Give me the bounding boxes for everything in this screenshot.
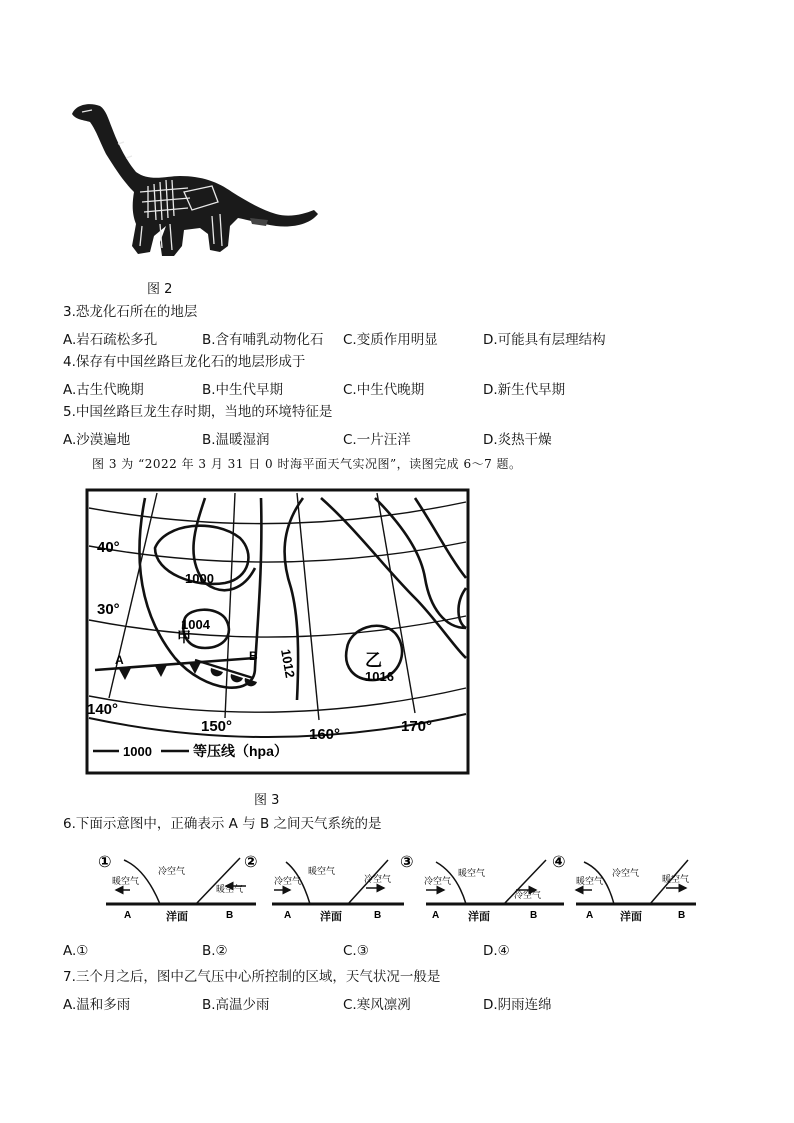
svg-text:A: A [586, 910, 594, 921]
svg-text:洋面: 洋面 [620, 911, 642, 923]
q5-option-d[interactable]: D.炎热干燥 [483, 432, 552, 448]
svg-text:洋面: 洋面 [166, 911, 188, 923]
q3-option-c[interactable]: C.变质作用明显 [343, 332, 438, 348]
front-diagram-2 [244, 854, 404, 923]
weather-map [85, 488, 470, 775]
q6-option-b[interactable]: B.② [202, 943, 228, 959]
point-label-a: A [115, 653, 124, 667]
lon-label-170: 170° [401, 718, 433, 735]
q7-option-d[interactable]: D.阴雨连绵 [483, 997, 552, 1013]
svg-text:暖空气: 暖空气 [662, 874, 690, 884]
q4-option-a[interactable]: A.古生代晚期 [63, 382, 144, 398]
center-label-jia: 甲 [177, 629, 191, 645]
svg-text:B: B [678, 910, 686, 921]
q7-option-a[interactable]: A.温和多雨 [63, 997, 131, 1013]
svg-text:B: B [226, 910, 234, 921]
front-diagram-1 [98, 854, 256, 923]
q5-option-c[interactable]: C.一片汪洋 [343, 432, 411, 448]
svg-text:冷空气: 冷空气 [424, 876, 452, 886]
isobar-label-1016: 1016 [365, 669, 394, 684]
svg-text:暖空气: 暖空气 [216, 884, 244, 894]
q4-stem: 4.保存有中国丝路巨龙化石的地层形成于 [63, 354, 306, 370]
svg-text:洋面: 洋面 [320, 911, 342, 923]
legend-value: 1000 [123, 744, 152, 759]
q6-option-a[interactable]: A.① [63, 943, 89, 959]
svg-text:冷空气: 冷空气 [364, 874, 392, 884]
svg-text:A: A [432, 910, 440, 921]
q3-option-a[interactable]: A.岩石疏松多孔 [63, 332, 158, 348]
q3-option-b[interactable]: B.含有哺乳动物化石 [202, 332, 324, 348]
figure3-intro: 图 3 为 “2022 年 3 月 31 日 0 时海平面天气实况图”，读图完成 6～7 题。 [92, 457, 522, 471]
svg-text:冷空气: 冷空气 [158, 866, 186, 876]
q5-option-b[interactable]: B.温暖湿润 [202, 432, 270, 448]
q5-stem: 5.中国丝路巨龙生存时期，当地的环境特征是 [63, 404, 333, 420]
dinosaur-skeleton-image [62, 96, 324, 268]
q6-option-c[interactable]: C.③ [343, 943, 369, 959]
isobar-label-1000: 1000 [185, 571, 214, 586]
svg-text:②: ② [244, 854, 258, 871]
figure2-caption: 图 2 [147, 282, 173, 297]
lat-label-40: 40° [97, 539, 120, 556]
lon-label-150: 150° [201, 718, 233, 735]
svg-text:暖空气: 暖空气 [458, 868, 486, 878]
svg-text:③: ③ [400, 854, 414, 871]
svg-text:暖空气: 暖空气 [112, 876, 140, 886]
svg-text:④: ④ [552, 854, 566, 871]
isobar-label-1004: 1004 [181, 617, 210, 632]
svg-text:B: B [374, 910, 382, 921]
point-label-b: B [249, 649, 258, 663]
svg-text:冷空气: 冷空气 [612, 868, 640, 878]
q7-option-c[interactable]: C.寒风凛冽 [343, 997, 411, 1013]
q3-stem: 3.恐龙化石所在的地层 [63, 304, 198, 320]
legend-text: 等压线（hpa） [193, 743, 288, 759]
q6-option-d[interactable]: D.④ [483, 943, 510, 959]
figure3-caption: 图 3 [254, 793, 280, 808]
svg-text:B: B [530, 910, 538, 921]
center-label-yi: 乙 [365, 651, 382, 670]
q3-option-d[interactable]: D.可能具有层理结构 [483, 332, 606, 348]
q5-option-a[interactable]: A.沙漠遍地 [63, 432, 131, 448]
q4-option-c[interactable]: C.中生代晚期 [343, 382, 425, 398]
svg-text:暖空气: 暖空气 [576, 876, 604, 886]
front-diagrams [96, 852, 696, 924]
svg-text:洋面: 洋面 [468, 911, 490, 923]
q4-option-d[interactable]: D.新生代早期 [483, 382, 566, 398]
q7-stem: 7.三个月之后，图中乙气压中心所控制的区域，天气状况一般是 [63, 969, 441, 985]
svg-text:A: A [124, 910, 132, 921]
isobar-label-1012: 1012 [278, 647, 298, 680]
front-diagram-3 [400, 854, 564, 923]
svg-text:暖空气: 暖空气 [308, 866, 336, 876]
q7-option-b[interactable]: B.高温少雨 [202, 997, 270, 1013]
lon-label-160: 160° [309, 726, 341, 743]
q6-stem: 6.下面示意图中，正确表示 A 与 B 之间天气系统的是 [63, 816, 382, 832]
lat-label-30: 30° [97, 601, 120, 618]
front-diagram-1-num: ① [98, 854, 112, 871]
front-diagram-4 [552, 854, 696, 923]
svg-text:冷空气: 冷空气 [274, 876, 302, 886]
q4-option-b[interactable]: B.中生代早期 [202, 382, 284, 398]
lon-label-140: 140° [87, 701, 119, 718]
svg-text:冷空气: 冷空气 [514, 890, 542, 900]
svg-text:A: A [284, 910, 292, 921]
